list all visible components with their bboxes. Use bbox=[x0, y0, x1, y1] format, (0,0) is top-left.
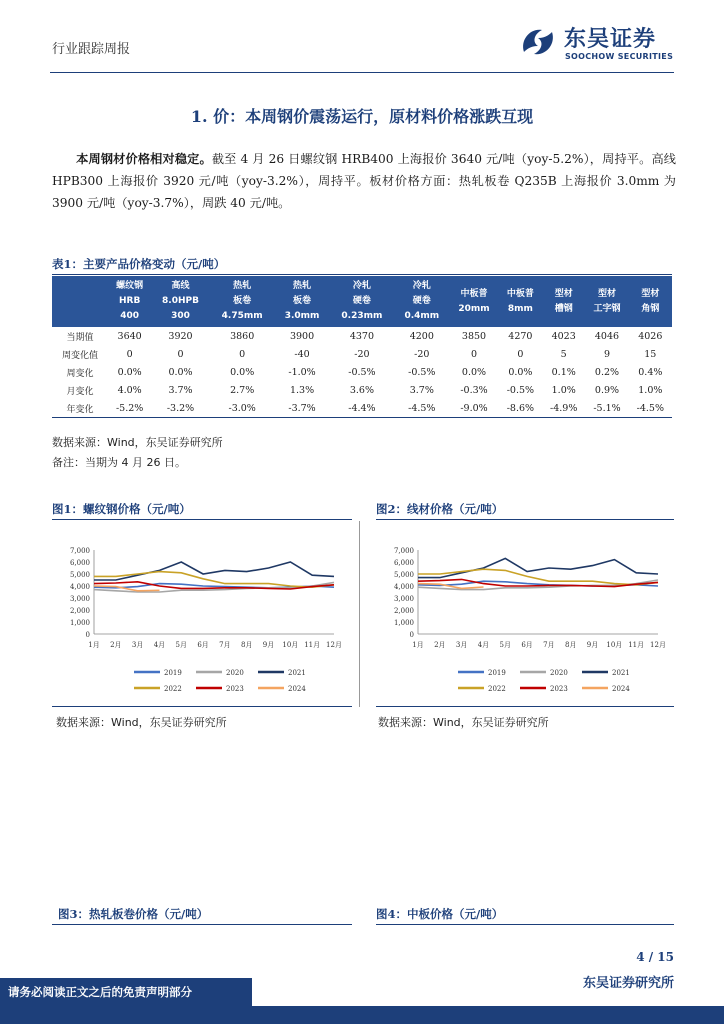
brand-logo-icon bbox=[518, 22, 558, 62]
table-cell: -5.1% bbox=[585, 399, 628, 418]
y-tick-label: 6,000 bbox=[69, 559, 90, 567]
table-cell: 4200 bbox=[409, 330, 434, 342]
table-header-cell: 热轧 板卷 3.0mm bbox=[275, 276, 330, 327]
header-divider bbox=[50, 72, 674, 73]
table-row bbox=[52, 381, 672, 399]
x-tick-label: 12月 bbox=[650, 641, 666, 649]
table-header-corner bbox=[52, 276, 108, 327]
figure-column-divider bbox=[359, 521, 360, 707]
table-cell: 3920 bbox=[168, 330, 193, 342]
x-tick-label: 8月 bbox=[240, 641, 253, 649]
table-cell: 3.7% bbox=[168, 384, 193, 396]
fig4-caption-rule bbox=[376, 924, 674, 925]
table-row-label: 周变化 bbox=[66, 368, 94, 379]
legend-label: 2023 bbox=[226, 685, 244, 693]
table-cell: -0.5% bbox=[408, 366, 436, 378]
table-cell: -3.0% bbox=[210, 399, 275, 418]
table-cell: 1.0% bbox=[551, 384, 576, 396]
y-tick-label: 5,000 bbox=[393, 571, 414, 579]
table-cell: -20 bbox=[354, 348, 370, 360]
table-cell: 0 bbox=[470, 348, 478, 360]
table-cell: 3860 bbox=[230, 330, 255, 342]
table-cell: 0.0% bbox=[508, 366, 533, 378]
table-cell: -4.5% bbox=[629, 399, 672, 418]
table-header-cell: 螺纹钢 HRB 400 bbox=[108, 276, 151, 327]
series-line-2021 bbox=[94, 562, 334, 580]
legend-label: 2020 bbox=[226, 669, 244, 677]
table-cell: 0.9% bbox=[594, 384, 620, 396]
table-cell: 4026 bbox=[638, 330, 663, 342]
table-cell: 0 bbox=[177, 348, 184, 360]
fig4-caption: 图4：中板价格（元/吨） bbox=[376, 907, 504, 921]
fig2-bottom-rule bbox=[376, 706, 674, 707]
x-tick-label: 10月 bbox=[606, 641, 623, 649]
paragraph-lead: 本周钢材价格相对稳定。 bbox=[76, 152, 212, 166]
series-line-2022 bbox=[418, 569, 658, 585]
x-tick-label: 10月 bbox=[282, 641, 299, 649]
paragraph-body: 截至 4 月 26 日螺纹钢 HRB400 上海报价 3640 元/吨（yoy-5.2%），周持平。高线 HPB300 上海报价 3920 元/吨（yoy-3.2%），周持平。板材价格方面：热轧板卷 Q235B 上海报价 3.0mm 为 3900 元/吨（yoy-3.7%），周跌 40 元/吨。 bbox=[52, 152, 676, 210]
table-header-cell: 热轧 板卷 4.75mm bbox=[210, 276, 275, 327]
x-tick-label: 1月 bbox=[412, 641, 424, 649]
table-header-cell: 中板普 8mm bbox=[499, 276, 542, 327]
fig1-source: 数据来源：Wind，东吴证券研究所 bbox=[56, 716, 227, 729]
table-cell: 0.0% bbox=[168, 366, 193, 378]
table-cell: 2.7% bbox=[230, 384, 255, 396]
table-cell: 3900 bbox=[289, 330, 315, 342]
fig1-bottom-rule bbox=[52, 706, 352, 707]
legend-label: 2021 bbox=[612, 669, 630, 677]
x-tick-label: 5月 bbox=[175, 641, 188, 649]
x-tick-label: 7月 bbox=[543, 641, 555, 649]
table-cell: 4023 bbox=[551, 330, 576, 342]
y-tick-label: 2,000 bbox=[393, 607, 414, 615]
y-tick-label: 4,000 bbox=[393, 583, 414, 591]
y-tick-label: 3,000 bbox=[393, 595, 414, 603]
legend-label: 2023 bbox=[550, 685, 568, 693]
table-cell: 4.0% bbox=[117, 384, 142, 396]
y-tick-label: 0 bbox=[85, 631, 90, 639]
legend-label: 2022 bbox=[488, 685, 506, 693]
table-cell: -0.5% bbox=[506, 384, 535, 396]
table-cell: 0.0% bbox=[117, 366, 142, 378]
table1-caption-rule bbox=[52, 274, 672, 275]
fig2-source: 数据来源：Wind，东吴证券研究所 bbox=[378, 716, 549, 729]
wire-rod-price-chart-svg bbox=[376, 528, 674, 698]
x-tick-label: 4月 bbox=[153, 641, 166, 649]
table-cell: -9.0% bbox=[449, 399, 499, 418]
x-tick-label: 6月 bbox=[197, 641, 209, 649]
page-number: 4 / 15 bbox=[636, 950, 674, 964]
fig2-caption-rule bbox=[376, 519, 674, 520]
table-cell: 0 bbox=[239, 348, 246, 360]
x-tick-label: 9月 bbox=[586, 641, 599, 649]
table-cell: 0.1% bbox=[551, 366, 576, 378]
table-header-cell: 冷轧 硬卷 0.23mm bbox=[330, 276, 395, 327]
x-tick-label: 5月 bbox=[499, 641, 512, 649]
y-tick-label: 1,000 bbox=[69, 619, 90, 627]
section-paragraph bbox=[52, 148, 676, 214]
section-title: 1. 价：本周钢价震荡运行，原材料价格涨跌互现 bbox=[190, 107, 534, 126]
table-cell: 3850 bbox=[461, 330, 487, 342]
table-cell: -8.6% bbox=[499, 399, 542, 418]
y-tick-label: 6,000 bbox=[393, 559, 414, 567]
table-header-cell: 型材 槽钢 bbox=[542, 276, 585, 327]
y-tick-label: 7,000 bbox=[69, 547, 90, 555]
table-cell: 1.0% bbox=[638, 384, 663, 396]
table-header-cell: 冷轧 硬卷 0.4mm bbox=[394, 276, 449, 327]
y-tick-label: 3,000 bbox=[69, 595, 90, 603]
footer-band bbox=[0, 1006, 724, 1024]
x-tick-label: 1月 bbox=[88, 641, 100, 649]
table-cell: 0 bbox=[126, 348, 133, 360]
x-tick-label: 11月 bbox=[304, 641, 321, 649]
rebar-price-chart-svg bbox=[52, 528, 352, 698]
fig3-caption-rule bbox=[52, 924, 352, 925]
table-header-cell: 中板普 20mm bbox=[449, 276, 499, 327]
table-cell: -20 bbox=[414, 348, 430, 360]
x-tick-label: 12月 bbox=[326, 641, 342, 649]
table-cell: -1.0% bbox=[288, 366, 316, 378]
table-cell: 4270 bbox=[508, 330, 533, 342]
x-tick-label: 3月 bbox=[455, 641, 468, 649]
legend-label: 2019 bbox=[164, 669, 182, 677]
x-tick-label: 3月 bbox=[131, 641, 144, 649]
legend-label: 2021 bbox=[288, 669, 306, 677]
table-cell: 4370 bbox=[349, 330, 374, 342]
y-tick-label: 1,000 bbox=[393, 619, 414, 627]
x-tick-label: 6月 bbox=[521, 641, 533, 649]
table-cell: 0 bbox=[517, 348, 524, 360]
series-line-2021 bbox=[418, 558, 658, 577]
table-row bbox=[52, 363, 672, 381]
table1-remark: 备注：当期为 4 月 26 日。 bbox=[52, 456, 186, 469]
table-row bbox=[52, 399, 672, 418]
fig3-caption: 图3：热轧板卷价格（元/吨） bbox=[58, 907, 209, 921]
table-cell: -4.5% bbox=[394, 399, 449, 418]
y-tick-label: 2,000 bbox=[69, 607, 90, 615]
table-cell: -0.5% bbox=[348, 366, 376, 378]
legend-label: 2022 bbox=[164, 685, 182, 693]
table-cell: -4.4% bbox=[330, 399, 395, 418]
y-tick-label: 7,000 bbox=[393, 547, 414, 555]
table-cell: 15 bbox=[644, 348, 657, 360]
table-row bbox=[52, 327, 672, 345]
legend-label: 2024 bbox=[612, 685, 630, 693]
fig2-caption: 图2：线材价格（元/吨） bbox=[376, 502, 504, 516]
x-tick-label: 8月 bbox=[564, 641, 577, 649]
table-header-row bbox=[52, 276, 672, 327]
table-header-cell: 高线 8.0HPB 300 bbox=[151, 276, 209, 327]
brand-logo bbox=[518, 22, 678, 66]
legend-label: 2019 bbox=[488, 669, 506, 677]
table-cell: 4046 bbox=[594, 330, 620, 342]
table-cell: 5 bbox=[560, 348, 567, 360]
table-cell: -40 bbox=[294, 348, 310, 360]
table-row bbox=[52, 345, 672, 363]
x-tick-label: 2月 bbox=[434, 641, 446, 649]
x-tick-label: 9月 bbox=[262, 641, 275, 649]
table-header-cell: 型材 角钢 bbox=[629, 276, 672, 327]
x-tick-label: 11月 bbox=[628, 641, 645, 649]
x-tick-label: 7月 bbox=[219, 641, 231, 649]
price-change-table bbox=[52, 276, 672, 418]
table-cell: 0.0% bbox=[461, 366, 487, 378]
table-row-label: 周变化值 bbox=[61, 350, 98, 361]
disclaimer-banner: 请务必阅读正文之后的免责声明部分 bbox=[0, 978, 252, 1006]
table-cell: 0.0% bbox=[230, 366, 255, 378]
table-cell: -5.2% bbox=[108, 399, 151, 418]
table-cell: -3.7% bbox=[275, 399, 330, 418]
table-cell: 0.4% bbox=[638, 366, 663, 378]
y-tick-label: 5,000 bbox=[69, 571, 90, 579]
table-cell: -3.2% bbox=[151, 399, 209, 418]
series-line-2023 bbox=[94, 582, 334, 589]
table-cell: -0.3% bbox=[460, 384, 488, 396]
table-cell: 9 bbox=[603, 348, 611, 360]
fig1-caption-rule bbox=[52, 519, 352, 520]
series-line-2022 bbox=[94, 572, 334, 588]
footer-org: 东吴证券研究所 bbox=[582, 976, 674, 991]
brand-name-cn: 东吴证券 bbox=[564, 27, 657, 52]
table-header-cell: 型材 工字钢 bbox=[585, 276, 628, 327]
table1-caption: 表1：主要产品价格变动（元/吨） bbox=[52, 257, 226, 271]
legend-label: 2020 bbox=[550, 669, 568, 677]
x-tick-label: 2月 bbox=[110, 641, 122, 649]
table-cell: 3.7% bbox=[409, 384, 434, 396]
table-row-label: 年变化 bbox=[52, 399, 108, 418]
table-cell: 1.3% bbox=[289, 384, 315, 396]
table-row-label: 月变化 bbox=[66, 386, 94, 397]
y-tick-label: 4,000 bbox=[69, 583, 90, 591]
table-cell: 0.2% bbox=[594, 366, 620, 378]
brand-name-en: SOOCHOW SECURITIES bbox=[565, 52, 674, 61]
x-tick-label: 4月 bbox=[477, 641, 490, 649]
table-cell: 3.6% bbox=[349, 384, 374, 396]
table-cell: -4.9% bbox=[542, 399, 585, 418]
series-line-2023 bbox=[418, 579, 658, 586]
fig1-caption: 图1：螺纹钢价格（元/吨） bbox=[52, 502, 191, 516]
legend-label: 2024 bbox=[288, 685, 306, 693]
table-cell: 3640 bbox=[117, 330, 142, 342]
table-row-label: 当期值 bbox=[66, 332, 94, 343]
y-tick-label: 0 bbox=[409, 631, 414, 639]
table1-source: 数据来源：Wind，东吴证券研究所 bbox=[52, 436, 223, 449]
report-type-label: 行业跟踪周报 bbox=[52, 42, 131, 57]
